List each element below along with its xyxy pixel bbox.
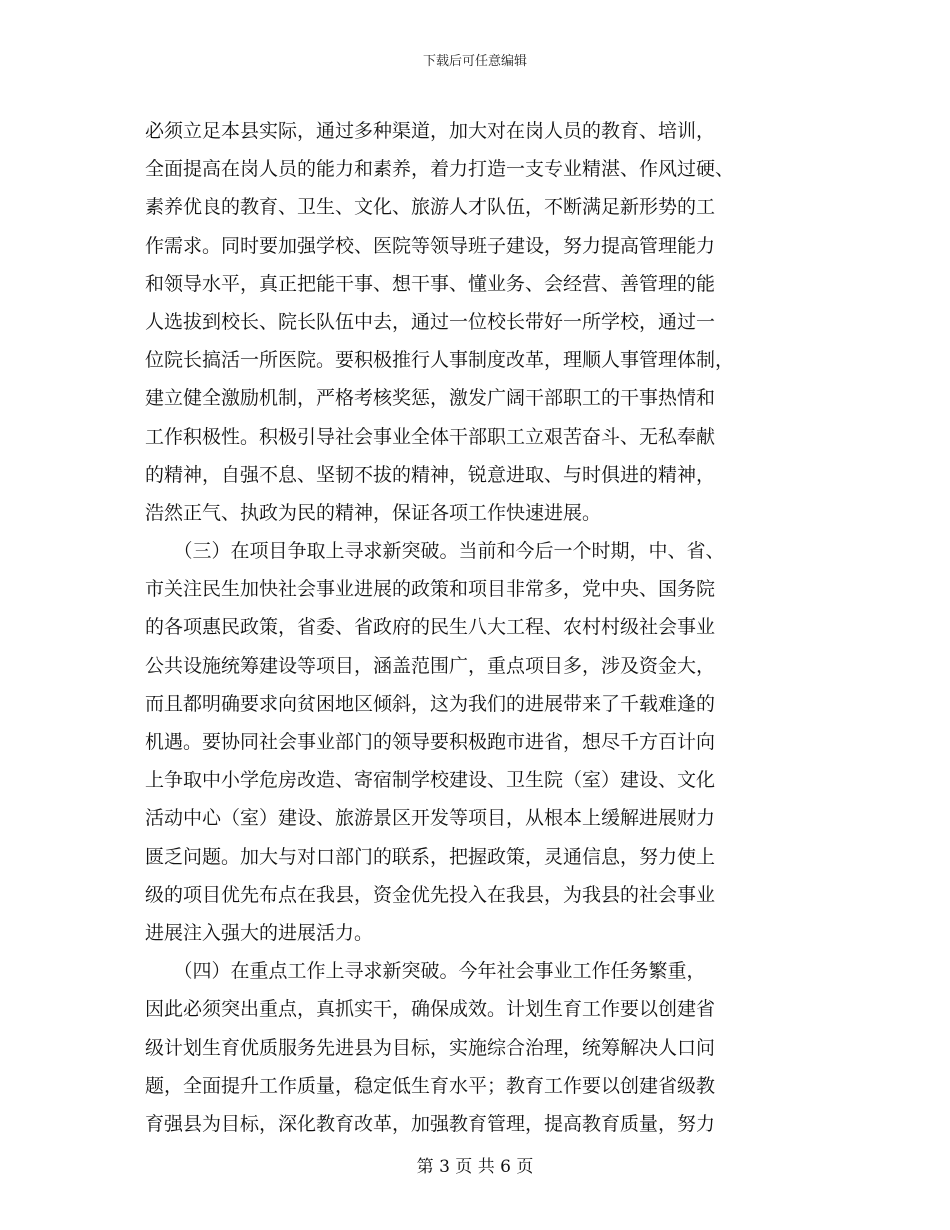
text-line: 作需求。同时要加强学校、医院等领导班子建设，努力提高管理能力 (145, 234, 716, 257)
text-line: 因此必须突出重点，真抓实干，确保成效。计划生育工作要以创建省 (145, 998, 716, 1021)
page-number-footer: 第 3 页 共 6 页 (416, 1157, 534, 1177)
text-line: 人选拔到校长、院长队伍中去，通过一位校长带好一所学校，通过一 (145, 310, 716, 333)
text-line: 而且都明确要求向贫困地区倾斜，这为我们的进展带来了千载难逢的 (145, 692, 716, 715)
document-body (145, 112, 825, 1143)
text-line: 素养优良的教育、卫生、文化、旅游人才队伍，不断满足新形势的工 (145, 196, 716, 219)
page-header: 下载后可任意编辑 (422, 54, 527, 69)
text-line: 公共设施统筹建设等项目，涵盖范围广，重点项目多，涉及资金大， (145, 654, 716, 677)
text-line: 浩然正气、执政为民的精神，保证各项工作快速进展。 (145, 501, 602, 524)
paragraph-start-line: （四）在重点工作上寻求新突破。今年社会事业工作任务繁重， (145, 960, 706, 983)
text-line: 工作积极性。积极引导社会事业全体干部职工立艰苦奋斗、无私奉献 (145, 425, 716, 448)
text-line: 育强县为目标，深化教育改革，加强教育管理，提高教育质量，努力 (145, 1112, 716, 1135)
text-line: 上争取中小学危房改造、寄宿制学校建设、卫生院（室）建设、文化 (145, 769, 716, 792)
text-line: 题，全面提升工作质量，稳定低生育水平；教育工作要以创建省级教 (145, 1074, 716, 1097)
text-line: 级的项目优先布点在我县，资金优先投入在我县，为我县的社会事业 (145, 883, 716, 906)
text-line: 进展注入强大的进展活力。 (145, 921, 374, 944)
text-line: 全面提高在岗人员的能力和素养，着力打造一支专业精湛、作风过硬、 (145, 158, 735, 181)
paragraph-start-line: （三）在项目争取上寻求新突破。当前和今后一个时期，中、省、 (145, 540, 725, 563)
text-line: 的精神，自强不息、坚韧不拔的精神，锐意进取、与时俱进的精神， (145, 463, 716, 486)
text-line: 匮乏问题。加大与对口部门的联系，把握政策，灵通信息，努力使上 (145, 845, 716, 868)
text-line: 位院长搞活一所医院。要积极推行人事制度改革，理顺人事管理体制， (145, 349, 735, 372)
text-line: 市关注民生加快社会事业进展的政策和项目非常多，党中央、国务院 (145, 578, 716, 601)
text-line: 机遇。要协同社会事业部门的领导要积极跑市进省，想尽千方百计向 (145, 731, 716, 753)
text-line: 建立健全激励机制，严格考核奖惩，激发广阔干部职工的干事热情和 (145, 387, 716, 410)
text-line: 必须立足本县实际，通过多种渠道，加大对在岗人员的教育、培训， (145, 120, 716, 142)
text-line: 级计划生育优质服务先进县为目标，实施综合治理，统筹解决人口问 (145, 1036, 716, 1059)
text-line: 和领导水平，真正把能干事、想干事、懂业务、会经营、善管理的能 (145, 272, 716, 295)
text-line: 活动中心（室）建设、旅游景区开发等项目，从根本上缓解进展财力 (145, 807, 716, 830)
text-line: 的各项惠民政策，省委、省政府的民生八大工程、农村村级社会事业 (145, 616, 716, 639)
